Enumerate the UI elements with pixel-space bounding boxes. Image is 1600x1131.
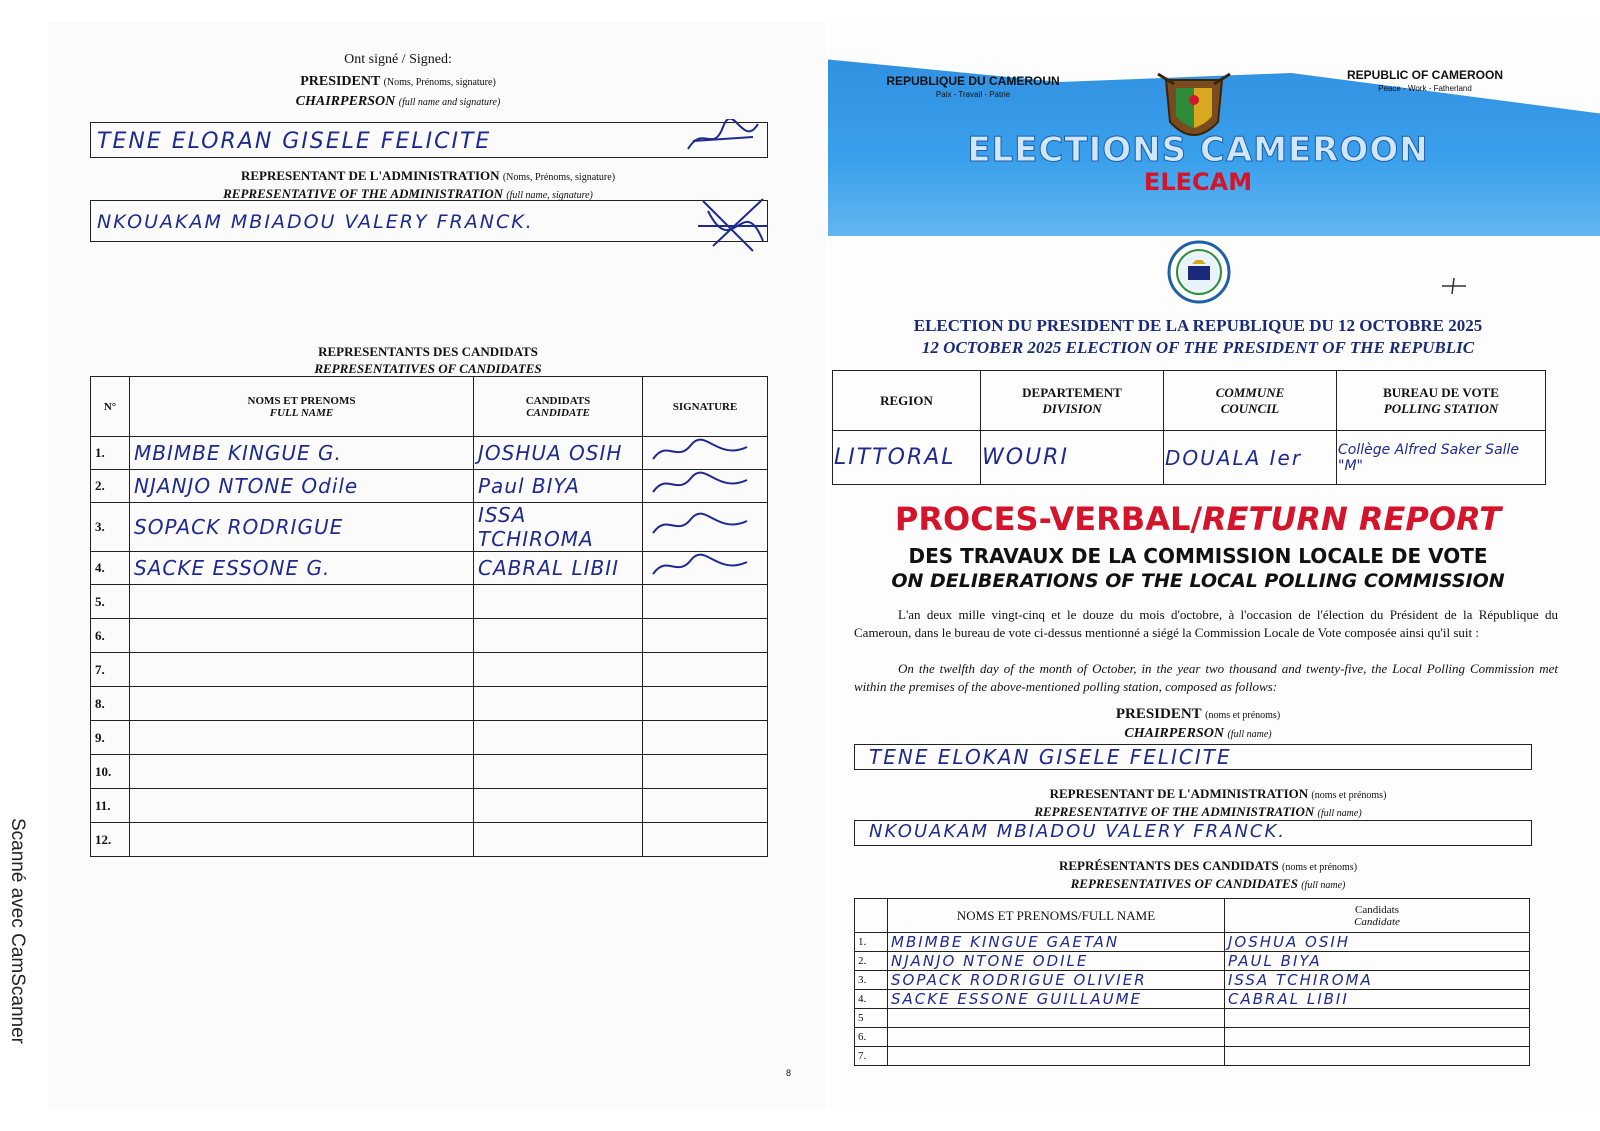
report-title [848,500,1548,538]
signature-cell[interactable] [643,619,768,653]
candidate-name[interactable]: Paul BIYA [474,470,643,503]
table-row [855,1028,1530,1047]
republic-fr: REPUBLIQUE DU CAMEROUN [886,74,1060,88]
row-number: 6. [855,1028,888,1047]
chairperson-label: CHAIRPERSON [295,94,396,109]
representative-name[interactable] [888,1028,1225,1047]
row-number: 1. [855,933,888,952]
elections-cameroon-title: ELECTIONS CAMEROON [967,130,1429,170]
president-label: PRESIDENT [300,74,381,89]
division-label: DIVISION [1042,400,1102,416]
signature-cell[interactable] [643,721,768,755]
row-number: 3. [91,503,130,552]
admin-heading-right [868,786,1568,802]
col-names-right: NOMS ET PRENOMS/FULL NAME [888,899,1225,933]
cand-heading-en-right [848,876,1568,892]
council-label: COUNCIL [1220,400,1280,416]
admin-handwritten-right: NKOUAKAM MBIADOU VALERY FRANCK. [869,821,1286,842]
signature-cell[interactable] [643,470,768,503]
admin-note: (Noms, Prénoms, signature) [502,172,616,183]
report-title-fr: PROCES-VERBAL/ [894,500,1203,538]
table-row [91,437,768,470]
president-note-right: (noms et prénoms) [1205,710,1281,721]
row-number: 4. [91,552,130,585]
col-num: N° [91,377,130,437]
department-header [981,371,1164,431]
representative-name[interactable] [130,755,474,789]
col-names [130,377,474,437]
representative-name[interactable]: SOPACK RODRIGUE [130,503,474,552]
table-row [91,503,768,552]
commune-value[interactable]: DOUALA Ier [1164,431,1337,485]
paragraph-fr: L'an deux mille vingt-cinq et le douze du mois d'octobre, à l'occasion de l'élection du Président de la République du Cameroun, dans le bureau de vote ci-dessus mentionné a siégé la Commission Locale de Vote composée ainsi qu'il suit : [854,607,1558,640]
department-label: DEPARTEMENT [1022,384,1122,400]
admin-name-field[interactable] [854,820,1532,846]
pen-mark-icon [1440,276,1468,296]
representative-name[interactable] [888,1009,1225,1028]
col-candidates [474,377,643,437]
representative-name[interactable] [130,653,474,687]
subtitle-fr: DES TRAVAUX DE LA COMMISSION LOCALE DE VOTE [908,544,1488,568]
row-number: 5 [855,1009,888,1028]
table-row [91,755,768,789]
representative-name[interactable]: MBIMBE KINGUE GAETAN [888,933,1225,952]
chairperson-heading-right [848,726,1548,742]
representative-name[interactable] [130,687,474,721]
president-heading-right [848,706,1548,723]
region-value[interactable]: LITTORAL [833,431,981,485]
table-row [91,687,768,721]
republic-en: REPUBLIC OF CAMEROON [1347,68,1503,82]
election-title-fr: ELECTION DU PRESIDENT DE LA REPUBLIQUE DU 12 OCTOBRE 2025 [913,316,1483,335]
table-row [91,789,768,823]
bureau-header [1337,371,1546,431]
representative-name[interactable] [888,1047,1225,1066]
table-row [855,933,1530,952]
representative-name[interactable]: NJANJO NTONE Odile [130,470,474,503]
table-row [855,1009,1530,1028]
representative-name[interactable]: SACKE ESSONE GUILLAUME [888,990,1225,1009]
election-seal-icon [1164,240,1234,304]
chairperson-note-right: (full name) [1227,729,1272,740]
president-signature-scribble-icon [683,119,763,159]
row-number: 5. [91,585,130,619]
region-header [833,371,981,431]
col-candidates-en: CANDIDATE [526,406,590,419]
representative-name[interactable]: NJANJO NTONE ODILE [888,952,1225,971]
table-row [91,823,768,857]
table-row [855,971,1530,990]
representative-name[interactable]: SOPACK RODRIGUE OLIVIER [888,971,1225,990]
cand-heading-right [848,858,1568,874]
row-number: 8. [91,687,130,721]
commune-header [1164,371,1337,431]
signed-heading: Ont signé / Signed: [344,52,452,67]
candidate-name[interactable] [1225,1028,1530,1047]
representative-name[interactable] [130,721,474,755]
table-row [91,470,768,503]
row-number: 1. [91,437,130,470]
signature-scribble-icon [647,437,757,465]
candidate-name[interactable]: CABRAL LIBII [1225,990,1530,1009]
admin-label-right: REPRESENTANT DE L'ADMINISTRATION [1049,786,1309,801]
report-title-en: RETURN REPORT [1202,500,1502,538]
row-number: 9. [91,721,130,755]
admin-signature-field[interactable] [90,200,768,242]
cand-heading-en: REPRESENTATIVES OF CANDIDATES [314,361,542,376]
admin-label-en: REPRESENTATIVE OF THE ADMINISTRATION [223,186,504,201]
page-number: 8 [786,1068,792,1078]
chairperson-note: (full name and signature) [398,97,501,108]
signature-cell[interactable] [643,503,768,552]
admin-label-en-right: REPRESENTATIVE OF THE ADMINISTRATION [1034,804,1315,819]
candidate-name[interactable]: ISSA TCHIROMA [1225,971,1530,990]
cand-label-en-right: REPRESENTATIVES OF CANDIDATES [1070,876,1298,891]
col-candidates-right [1225,899,1530,933]
bureau-label: BUREAU DE VOTE [1383,384,1499,400]
table-row [91,653,768,687]
row-number: 4. [855,990,888,1009]
signature-cell[interactable] [643,552,768,585]
signature-cell[interactable] [643,585,768,619]
candidates-table-right [854,898,1530,1066]
bureau-value[interactable]: Collège Alfred Saker Salle "M" [1337,431,1546,485]
candidate-name[interactable] [1225,1009,1530,1028]
scanner-watermark: Scanné avec CamScanner [7,817,28,1044]
candidate-name[interactable] [474,755,643,789]
president-heading [48,74,748,90]
row-number: 2. [91,470,130,503]
table-row [855,990,1530,1009]
candidate-name[interactable] [474,687,643,721]
admin-note-en-right: (full name) [1317,808,1362,819]
row-number: 3. [855,971,888,990]
signature-cell[interactable] [643,789,768,823]
signature-cell[interactable] [643,823,768,857]
col-num-right [855,899,888,933]
region-label: REGION [880,392,933,408]
candidate-name[interactable]: PAUL BIYA [1225,952,1530,971]
candidate-name[interactable] [474,789,643,823]
table-row [91,585,768,619]
elecam-title: ELECAM [1143,168,1253,196]
table-row [855,952,1530,971]
cand-heading: REPRESENTANTS DES CANDIDATS [318,344,538,359]
candidate-name[interactable] [474,619,643,653]
paragraph-en: On the twelfth day of the month of October, in the year two thousand and twenty-five, the Local Polling Commission met within the premises of the above-mentioned polling station, composed as follows: [854,661,1558,694]
candidate-name[interactable]: JOSHUA OSIH [1225,933,1530,952]
col-signature: SIGNATURE [643,377,768,437]
row-number: 7. [91,653,130,687]
candidate-name[interactable] [474,653,643,687]
motto-en: Peace - Work - Fatherland [1378,84,1472,93]
row-number: 7. [855,1047,888,1066]
admin-note-right: (noms et prénoms) [1311,790,1387,801]
chairperson-label-right: CHAIRPERSON [1124,726,1224,741]
president-label-right: PRESIDENT [1115,706,1202,722]
president-name-field[interactable] [854,744,1532,770]
polling-station-label: POLLING STATION [1383,400,1499,416]
row-number: 11. [91,789,130,823]
admin-signature-scribble-icon [693,191,773,261]
admin-note-en: (full name, signature) [506,190,593,201]
cand-label-right: REPRÉSENTANTS DES CANDIDATS [1058,858,1279,873]
col-candidates-fr-right: Candidats [1355,903,1399,916]
candidate-name[interactable] [474,823,643,857]
signature-cell[interactable] [643,653,768,687]
department-value[interactable]: WOURI [981,431,1164,485]
candidate-name[interactable]: CABRAL LIBII [474,552,643,585]
col-candidates-fr: CANDIDATS [525,394,591,407]
admin-heading [108,168,748,184]
candidate-name[interactable] [474,585,643,619]
signature-cell[interactable] [643,755,768,789]
signature-scribble-icon [647,511,757,539]
representative-name[interactable] [130,789,474,823]
signature-scribble-icon [647,470,757,498]
table-row [91,721,768,755]
representative-name[interactable]: SACKE ESSONE G. [130,552,474,585]
admin-handwritten-name: NKOUAKAM MBIADOU VALERY FRANCK. [97,211,534,233]
cand-note-en-right: (full name) [1301,880,1346,891]
table-row [91,552,768,585]
chairperson-heading [48,94,748,110]
president-note: (Noms, Prénoms, signature) [383,77,496,88]
subtitle-en: ON DELIBERATIONS OF THE LOCAL POLLING COMMISSION [891,570,1505,592]
row-number: 10. [91,755,130,789]
representative-name[interactable] [130,619,474,653]
row-number: 2. [855,952,888,971]
signature-scribble-icon [647,552,757,580]
president-handwritten-name: TENE ELORAN GISELE FELICITE [97,129,492,154]
candidate-name[interactable]: ISSA TCHIROMA [474,503,643,552]
candidate-name[interactable] [1225,1047,1530,1066]
signature-cell[interactable] [643,687,768,721]
col-names-fr: NOMS ET PRENOMS [247,394,356,407]
motto-fr: Paix - Travail - Patrie [935,90,1011,99]
president-handwritten-right: TENE ELOKAN GISELE FELICITE [869,745,1232,769]
table-row [91,619,768,653]
col-candidates-en-right: Candidate [1354,915,1400,928]
cand-note-right: (noms et prénoms) [1282,862,1358,873]
table-row [855,1047,1530,1066]
right-page [786,22,1600,1109]
representative-name[interactable] [130,823,474,857]
left-page [48,22,826,1109]
col-names-en: FULL NAME [269,406,334,419]
candidates-signature-table [90,376,768,857]
candidate-name[interactable] [474,721,643,755]
scanner-watermark-area [0,770,30,1100]
signature-cell[interactable] [643,437,768,470]
row-number: 12. [91,823,130,857]
election-title-en: 12 OCTOBER 2025 ELECTION OF THE PRESIDENT OF THE REPUBLIC [921,338,1475,357]
candidate-name[interactable]: JOSHUA OSIH [474,437,643,470]
admin-label: REPRESENTANT DE L'ADMINISTRATION [240,168,500,183]
representative-name[interactable]: MBIMBE KINGUE G. [130,437,474,470]
president-signature-field[interactable] [90,122,768,158]
admin-heading-en-right [848,804,1548,820]
representative-name[interactable] [130,585,474,619]
commune-label: COMMUNE [1215,384,1285,400]
polling-location-table [832,370,1546,485]
row-number: 6. [91,619,130,653]
